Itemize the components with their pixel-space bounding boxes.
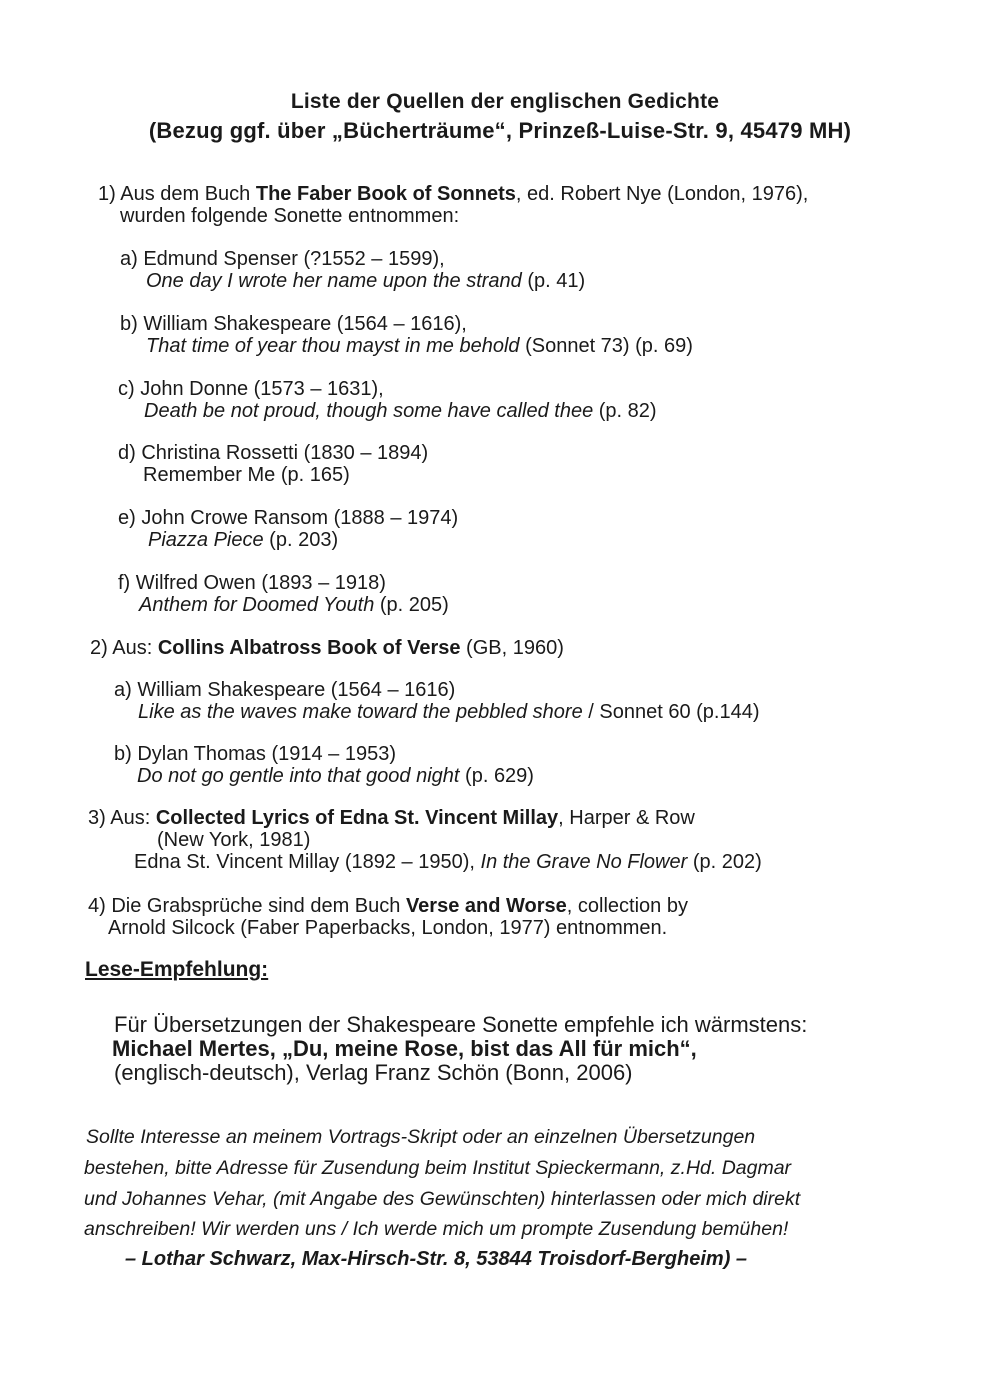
source1-item-c-author: c) John Donne (1573 – 1631), <box>118 378 384 400</box>
source1-item-f-author: f) Wilfred Owen (1893 – 1918) <box>118 572 386 594</box>
source3-book: Collected Lyrics of Edna St. Vincent Millay <box>155 807 559 829</box>
source1-item-b-title: That time of year thou mayst in me behold (Sonnet 73) (p. 69) <box>146 335 693 357</box>
closing-note-line3: und Johannes Vehar, (mit Angabe des Gewünschten) hinterlassen oder mich direkt <box>84 1188 801 1210</box>
closing-note-line1: Sollte Interesse an meinem Vortrags-Skript oder an einzelnen Übersetzungen <box>86 1126 756 1148</box>
source4-intro: 4) Die Grabsprüche sind dem Buch Verse and Worse, collection by <box>88 895 688 917</box>
source1-intro-line2: wurden folgende Sonette entnommen: <box>120 205 460 227</box>
source3-line2: (New York, 1981) <box>157 829 311 851</box>
source1-item-e-title: Piazza Piece (p. 203) <box>148 529 339 551</box>
source3-intro: 3) Aus: Collected Lyrics of Edna St. Vincent Millay, Harper & Row <box>88 807 695 829</box>
recommendation-line1: Für Übersetzungen der Shakespeare Sonette empfehle ich wärmstens: <box>114 1012 808 1037</box>
source2-item-b-title: Do not go gentle into that good night (p. 629) <box>137 765 534 787</box>
source1-item-d-author: d) Christina Rossetti (1830 – 1894) <box>118 442 429 464</box>
source4-line2: Arnold Silcock (Faber Paperbacks, London, 1977) entnommen. <box>108 917 668 939</box>
recommendation-book: Michael Mertes, „Du, meine Rose, bist das All für mich“, <box>112 1036 697 1061</box>
source1-item-b-author: b) William Shakespeare (1564 – 1616), <box>120 313 467 335</box>
source1-item-f-title: Anthem for Doomed Youth (p. 205) <box>139 594 449 616</box>
page-title: Liste der Quellen der englischen Gedichte <box>290 90 720 113</box>
recommendation-line3: (englisch-deutsch), Verlag Franz Schön (Bonn, 2006) <box>114 1060 633 1085</box>
source1-intro: 1) Aus dem Buch The Faber Book of Sonnets, ed. Robert Nye (London, 1976), <box>98 183 809 205</box>
source3-line3: Edna St. Vincent Millay (1892 – 1950), In the Grave No Flower (p. 202) <box>134 851 762 873</box>
source1-item-d-title: Remember Me (p. 165) <box>143 464 350 486</box>
source1-item-e-author: e) John Crowe Ransom (1888 – 1974) <box>118 507 459 529</box>
source1-item-a-author: a) Edmund Spenser (?1552 – 1599), <box>120 248 445 270</box>
signature: – Lothar Schwarz, Max-Hirsch-Str. 8, 53844 Troisdorf-Bergheim) – <box>125 1248 748 1270</box>
closing-note-line2: bestehen, bitte Adresse für Zusendung beim Institut Spieckermann, z.Hd. Dagmar <box>84 1157 792 1179</box>
recommendation-heading: Lese-Empfehlung: <box>85 958 269 981</box>
source1-item-c-title: Death be not proud, though some have called thee (p. 82) <box>144 400 657 422</box>
source1-book: The Faber Book of Sonnets <box>255 183 516 205</box>
source2-item-b-author: b) Dylan Thomas (1914 – 1953) <box>114 743 397 765</box>
source2-item-a-title: Like as the waves make toward the pebbled shore / Sonnet 60 (p.144) <box>138 701 760 723</box>
source1-item-a-title: One day I wrote her name upon the strand (p. 41) <box>146 270 586 292</box>
page-subtitle: (Bezug ggf. über „Bücherträume“, Prinzeß-Luise-Str. 9, 45479 MH) <box>148 118 852 143</box>
source2-item-a-author: a) William Shakespeare (1564 – 1616) <box>114 679 456 701</box>
closing-note-line4: anschreiben! Wir werden uns / Ich werde mich um prompte Zusendung bemühen! <box>84 1218 789 1240</box>
source2-book: Collins Albatross Book of Verse <box>157 637 461 659</box>
source4-book: Verse and Worse <box>405 895 567 917</box>
source2-intro: 2) Aus: Collins Albatross Book of Verse (GB, 1960) <box>90 637 564 659</box>
